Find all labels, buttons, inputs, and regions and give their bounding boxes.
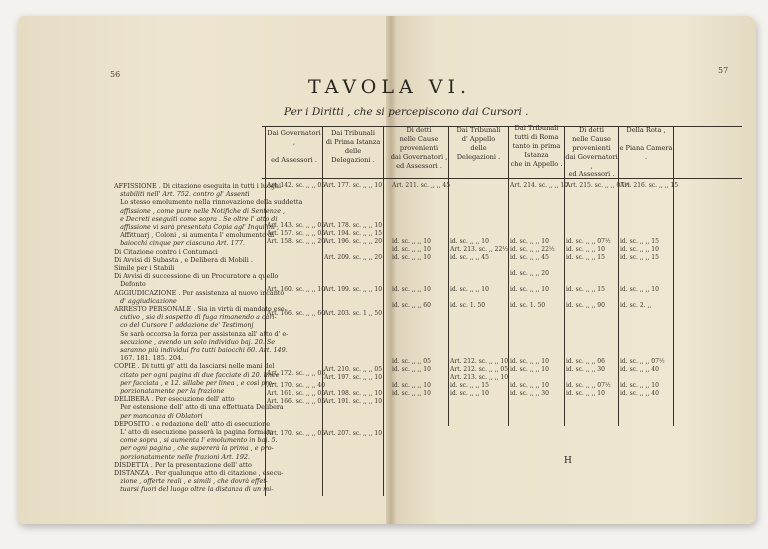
table-cell: Art. 143. sc. ,, ,, 05 xyxy=(267,222,326,229)
table-row: Lo stesso emolumento nella rinnovazione della suddetta xyxy=(114,198,303,207)
table-row: co del Cursore l' addazione de' Testimonj xyxy=(114,321,254,330)
table-cell: id. sc. ,, ,, 10 xyxy=(620,382,659,389)
table-row: tuarsi fuori del luogo oltre la distanza di un mi- xyxy=(114,485,274,494)
table-cell: Art. 212. sc. ,, ,, 10 xyxy=(450,358,509,365)
table-cell: id. sc. ,, ,, 10 xyxy=(392,382,431,389)
table-cell: id. sc. ,, ,, 06 xyxy=(566,358,605,365)
table-cell: Art. 191. sc. ,, ,, 10 xyxy=(324,398,383,405)
table-row: porzionatamente nelle frazioni Art. 192. xyxy=(114,452,250,461)
right-page-number: 57 xyxy=(718,66,729,75)
table-row: 167. 181. 185. 204. xyxy=(114,354,184,363)
table-cell: Art. 166. sc. ,, ,, 60 xyxy=(267,310,326,317)
table-cell: Art. 196. sc. ,, ,, 20 xyxy=(324,238,383,245)
table-cell: Art. 178. sc. ,, ,, 10 xyxy=(324,222,383,229)
header-rule-bottom xyxy=(262,178,742,179)
table-cell: id. sc. ,, ,, 10 xyxy=(392,390,431,397)
table-cell: id. sc. ,, ,, 20 xyxy=(510,270,549,277)
table-cell: Art. 161. sc. ,, ,, 05 xyxy=(267,390,326,397)
table-cell: id. sc. ,, ,, 10 xyxy=(510,286,549,293)
open-book xyxy=(18,16,756,524)
column-divider xyxy=(508,126,509,426)
table-row: per ogni pagina , che supererà la prima , e pro- xyxy=(114,444,274,453)
table-row: DEPOSITO . e redazione dell' atto di esecuzione xyxy=(114,419,270,428)
table-cell: id. sc. ,, ,, 10 xyxy=(392,238,431,245)
table-row: baiocchi cinque per ciascuna Art. 177. xyxy=(114,239,245,248)
table-cell: Art. 194. sc. ,, ,, 15 xyxy=(324,230,383,237)
table-row: come sopra , si aumenta l' emolumento in baj. 5. xyxy=(114,436,278,445)
table-cell: Art. 215. sc. ,, ,, 07½ xyxy=(566,182,630,189)
table-cell: id. sc. ,, ,, 10 xyxy=(566,246,605,253)
column-header-rota: Della Rota , e Piana Camera . xyxy=(619,126,673,161)
table-row: saranno più individui fra tutti baiocchi 60. Art. 149. xyxy=(114,346,288,354)
table-cell: id. sc. ,, ,, 22½ xyxy=(510,246,555,253)
table-cell: Art. 198. sc. ,, ,, 10 xyxy=(324,390,383,397)
table-cell: Art. 213. sc. ,, ,, 10 xyxy=(450,374,509,381)
table-row: stabiliti nell' Art. 752. contro gl' Assenti xyxy=(114,190,250,199)
table-cell: id. sc. ,, ,, 10 xyxy=(450,286,489,293)
table-row: secuzione , avendo un solo individuo baj. 20. Se xyxy=(114,337,276,346)
table-cell: id. sc. 2. ,, xyxy=(620,302,652,309)
table-cell: id. sc. ,, ,, 90 xyxy=(566,302,605,309)
table-row: affissione , come pure nelle Notifiche di Sentenze , xyxy=(114,206,286,215)
table-row: L' atto di esecuzione passerà la pagina formata xyxy=(114,428,274,436)
table-cell: id. sc. ,, ,, 10 xyxy=(392,246,431,253)
table-row: Di Avvisi di successione di un Procuratore a quello xyxy=(114,272,279,281)
table-cell: id. sc. ,, ,, 10 xyxy=(510,382,549,389)
table-row: ARRESTO PERSONALE . Sia in virtù di mandato ese- xyxy=(114,305,287,313)
column-divider xyxy=(673,126,674,426)
table-cell: Art. 216. sc. ,, ,, 15 xyxy=(620,182,679,189)
table-cell: id. sc. ,, ,, 15 xyxy=(566,286,605,293)
column-divider xyxy=(383,126,384,496)
column-header-prima-istanza: Dai Tribunali di Prima Istanza delle Delegazioni . xyxy=(325,129,381,164)
table-cell: id. sc. ,, ,, 45 xyxy=(510,254,549,261)
table-cell: Art. 172. sc. ,, ,, 05 xyxy=(267,370,326,377)
table-row: per mancanza di Oblatori xyxy=(114,411,203,420)
table-cell: id. sc. ,, ,, 10 xyxy=(392,366,431,373)
table-row: Simile per i Stabili xyxy=(114,264,175,272)
table-cell: id. sc. ,, ,, 30 xyxy=(510,390,549,397)
table-row: porzionatamente per la frazione xyxy=(114,387,225,395)
table-cell: Art. 210. sc. ,, ,, 05 xyxy=(324,366,383,373)
table-row: Se sarà occorsa la forza per assistenza all' atto d' e- xyxy=(114,329,289,338)
table-row: e Decreti eseguiti come sopra . Se oltre l' atto di xyxy=(114,214,278,223)
table-cell: id. sc. ,, ,, 15 xyxy=(450,382,489,389)
table-cell: id. sc. ,, ,, 10 xyxy=(510,358,549,365)
column-divider xyxy=(618,126,619,426)
table-cell: id. sc. ,, ,, 10 xyxy=(510,238,549,245)
table-cell: id. sc. ,, ,, 15 xyxy=(620,238,659,245)
table-row: DISTANZA . Per qualunque atto di citazione , esecu- xyxy=(114,469,284,477)
table-row: citato per ogni pagina di due facciate di 20. linee xyxy=(114,370,280,379)
table-cell: id. sc. ,, ,, 10 xyxy=(510,366,549,373)
table-cell: id. sc. ,, ,, 10 xyxy=(450,390,489,397)
table-row: Defonto xyxy=(114,280,146,289)
table-cell: id. sc. ,, ,, 10 xyxy=(450,238,489,245)
table-row: d' aggiudicazione xyxy=(114,296,177,305)
table-cell: id. sc. 1. 50 xyxy=(450,302,486,309)
table-cell: Art. 160. sc. ,, ,, 10 xyxy=(267,286,326,293)
table-row: AGGIUDICAZIONE . Per assistenza al nuovo incanto xyxy=(114,288,285,297)
table-cell: Art. 142. sc. ,, ,, 05 xyxy=(267,182,326,189)
table-cell: id. sc. 1. 50 xyxy=(510,302,546,309)
table-row: Affittuarj , Coloni , si aumenta l' emolumento di xyxy=(114,231,275,240)
table-row: per facciata , e 12. sillabe per linea , e così pro- xyxy=(114,378,275,387)
table-cell: id. sc. ,, ,, 15 xyxy=(566,254,605,261)
table-cell: Art. 158. sc. ,, ,, 20 xyxy=(267,238,326,245)
table-row: AFFISSIONE . Di citazione eseguita in tutti i luoghi xyxy=(114,182,282,190)
table-cell: id. sc. ,, ,, 60 xyxy=(392,302,431,309)
table-cell: id. sc. ,, ,, 07½ xyxy=(620,358,665,365)
table-cell: Art. 177. sc. ,, ,, 10 xyxy=(324,182,383,189)
table-cell: id. sc. ,, ,, 40 xyxy=(620,366,659,373)
table-cell: id. sc. ,, ,, 10 xyxy=(566,390,605,397)
table-row: affissione vi sarà presentata Copia agl' Inquilini , xyxy=(114,223,280,231)
column-header-governatori: Dai Governatori , ed Assessori . xyxy=(267,129,321,164)
table-row: COPIE . Di tutti gl' atti da lasciarsi nelle mani del xyxy=(114,362,275,371)
table-cell: id. sc. ,, ,, 15 xyxy=(620,254,659,261)
left-page-number: 56 xyxy=(110,70,121,79)
table-cell: id. sc. ,, ,, 10 xyxy=(392,286,431,293)
table-cell: Art. 157. sc. ,, ,, 05 xyxy=(267,230,326,237)
table-row: zione , offerte reali , e simili , che dovrà effet- xyxy=(114,477,268,486)
table-cell: Art. 213. sc. ,, 22½ xyxy=(450,246,509,253)
table-cell: id. sc. ,, ,, 10 xyxy=(620,246,659,253)
table-cell: Art. 203. sc. 1 ,, 50 xyxy=(324,310,383,317)
signature-mark: H xyxy=(564,456,572,466)
table-cell: Art. 197. sc. ,, ,, 10 xyxy=(324,374,383,381)
page-title: TAVOLA VI. xyxy=(308,76,472,98)
column-header-roma: Dai Tribunali tutti di Roma tanto in prima Istanza che in Appello . xyxy=(510,124,563,168)
table-cell: id. sc. ,, ,, 45 xyxy=(450,254,489,261)
table-cell: Art. 212. sc. ,, ,, 05 xyxy=(450,366,509,373)
column-header-appello: Dai Tribunali d' Appello delle Delegazioni . xyxy=(456,126,501,161)
table-cell: Art. 199. sc. ,, ,, 10 xyxy=(324,286,383,293)
table-cell: id. sc. ,, ,, 30 xyxy=(566,366,605,373)
table-row: Di Citazione contro i Contumaci xyxy=(114,247,218,256)
table-cell: id. sc. ,, ,, 40 xyxy=(620,390,659,397)
table-cell: id. sc. ,, ,, 10 xyxy=(392,254,431,261)
table-row: DISDETTA . Per la presentazione dell' atto xyxy=(114,460,252,469)
table-cell: id. sc. ,, ,, 10 xyxy=(620,286,659,293)
table-row: Di Avvisi di Subasta , e Delibera di Mobili . xyxy=(114,255,253,264)
table-cell: Art. 170. sc. ,, ,, 40 xyxy=(267,382,326,389)
table-cell: Art. 170. sc. ,, ,, 05 xyxy=(267,430,326,437)
table-row: cutivo , sia di sospetto di fuga rimanendo a cari- xyxy=(114,313,277,322)
table-row: Per estensione dell' atto di una effettuata Delibera xyxy=(114,403,284,412)
page-subtitle: Per i Diritti , che si percepiscono dai Cursori . xyxy=(284,106,529,118)
table-cell: id. sc. ,, ,, 07½ xyxy=(566,238,611,245)
column-divider xyxy=(448,126,449,426)
column-header-cause-governatori-roma: Di detti nelle Cause provenienti dai Governatori , ed Assessori . xyxy=(565,126,618,179)
table-cell: Art. 211. sc. ,, ,, 45 xyxy=(392,182,451,189)
table-cell: Art. 207. sc. ,, ,, 10 xyxy=(324,430,383,437)
table-cell: id. sc. ,, ,, 07½ xyxy=(566,382,611,389)
table-cell: Art. 209. sc. ,, ,, 20 xyxy=(324,254,383,261)
table-cell: id. sc. ,, ,, 05 xyxy=(392,358,431,365)
column-header-cause-governatori: Di detti nelle Cause provenienti dai Governatori , ed Assessori . xyxy=(390,126,448,170)
table-cell: Art. 166. sc. ,, ,, 05 xyxy=(267,398,326,405)
table-row: DELIBERA . Per esecuzione dell' atto xyxy=(114,395,235,404)
table-cell: Art. 214. sc. ,, ,, 10 xyxy=(510,182,569,189)
